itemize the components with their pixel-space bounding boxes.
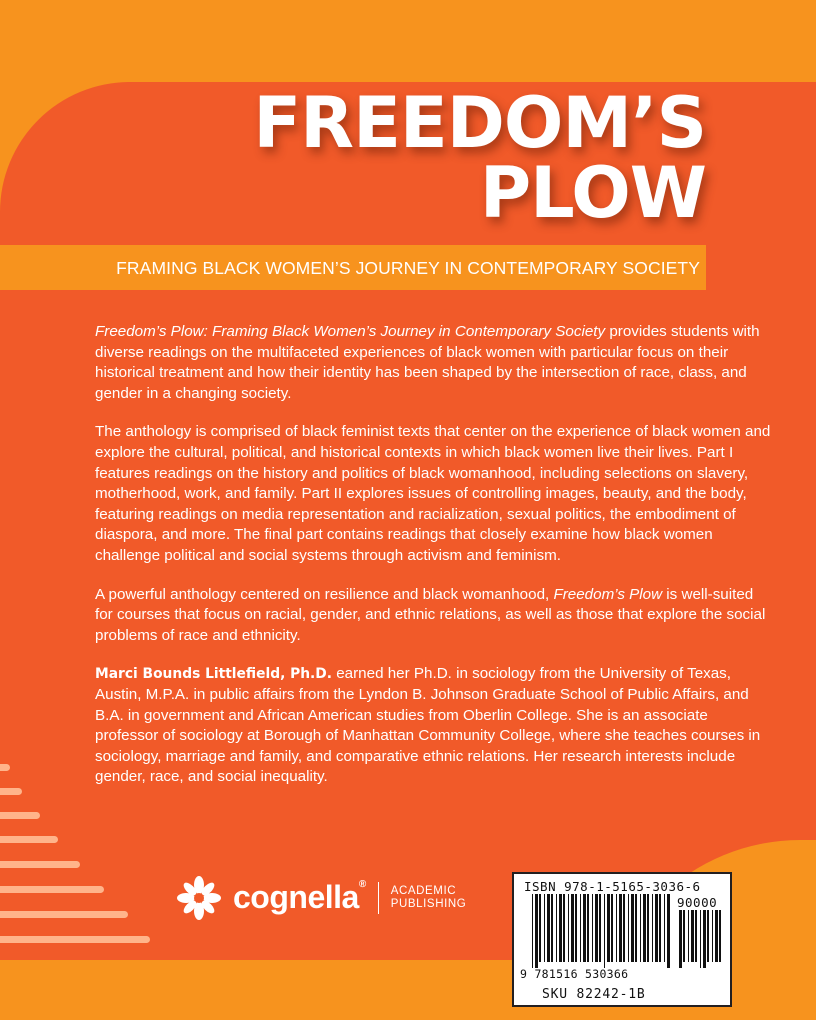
author-name: Marci Bounds Littlefield, Ph.D.: [95, 666, 332, 683]
barcode-bar: [643, 894, 646, 962]
barcode-bar: [715, 910, 718, 962]
p3-before: A powerful anthology centered on resilience and black womanhood,: [95, 585, 554, 603]
barcode-bar: [664, 894, 665, 962]
author-bio-text: earned her Ph.D. in sociology from the University of Texas, Austin, M.P.A. in public affairs from the Lyndon B. Johnson Graduate School of Public Affairs, and B.A. in government and African American studies from Oberlin College. She is an associate professor of sociology at Borough of Manhattan Community College, where she teaches courses in sociology, marriage and family, and comparative ethnic relations. Her research interests include gender, race, and social inequality.: [95, 665, 761, 786]
barcode-bar: [652, 894, 653, 962]
publisher-tagline: [391, 885, 467, 911]
barcode-bar: [619, 894, 622, 962]
addon-barcode: [679, 910, 725, 968]
barcode-bar: [595, 894, 598, 962]
barcode-bar: [556, 894, 557, 962]
barcode-bar: [691, 910, 694, 962]
barcode-bar: [580, 894, 581, 962]
barcode-bar: [535, 894, 538, 968]
barcode-bar: [539, 894, 541, 962]
barcode-bar: [547, 894, 550, 962]
barcode-bar: [712, 910, 713, 962]
barcode-bar: [707, 910, 709, 962]
logo-divider: [378, 882, 379, 914]
sku-label: SKU 82242-1B: [542, 987, 646, 1002]
barcode-bar: [571, 894, 574, 962]
barcode-bar: [559, 894, 562, 962]
book-subtitle: FRAMING BLACK WOMEN’S JOURNEY IN CONTEMPORARY SOCIETY: [116, 258, 700, 278]
cognella-flower-icon: [175, 874, 223, 922]
barcode-bar: [611, 894, 613, 962]
barcode-bar: [575, 894, 577, 962]
stripe: [0, 764, 10, 771]
barcode-addon-code: 90000: [677, 895, 718, 910]
barcode-bar: [604, 894, 605, 968]
barcode-bar: [544, 894, 545, 962]
tagline-line-2: PUBLISHING: [390, 897, 467, 910]
stripe: [0, 886, 104, 893]
p3-italic-title: Freedom’s Plow: [553, 585, 663, 603]
barcode-bar: [719, 910, 721, 962]
barcode-bar: [607, 894, 610, 962]
barcode-bar: [616, 894, 617, 962]
tagline-line-1: ACADEMIC: [390, 884, 457, 897]
ean-barcode: [532, 894, 672, 968]
barcode-bar: [655, 894, 658, 962]
barcode-bar: [695, 910, 697, 962]
description-paragraph-3: [95, 585, 775, 647]
barcode-bar: [631, 894, 634, 962]
barcode-bar: [700, 910, 701, 968]
ean-digits: 9 781516 530366: [520, 967, 629, 981]
barcode-bar: [628, 894, 629, 962]
barcode-bar: [592, 894, 593, 962]
p1-text: provides students with diverse readings on the multifaceted experiences of black women with particular focus on their historical treatment and how their identity has been shaped by the intersection of race, class, and gender in a changing society.: [95, 323, 760, 402]
stripe: [0, 861, 80, 868]
barcode-bar: [587, 894, 589, 962]
barcode-bar: [683, 910, 685, 962]
stripe: [0, 836, 58, 843]
barcode-bar: [647, 894, 649, 962]
stripe: [0, 936, 150, 943]
barcode-bar: [703, 910, 706, 968]
barcode-box: [512, 872, 732, 1007]
barcode-bar: [667, 894, 670, 968]
barcode-bar: [563, 894, 565, 962]
title-line-2: PLOW: [479, 152, 706, 234]
publisher-logo: [175, 870, 466, 925]
book-title-italic: Freedom’s Plow: Framing Black Women’s Journey in Contemporary Society: [95, 323, 606, 340]
barcode-bar: [532, 894, 533, 968]
barcode-bar: [623, 894, 625, 962]
book-title: [253, 82, 706, 234]
barcode-bar: [679, 910, 682, 968]
stripe: [0, 911, 128, 918]
author-bio: [95, 664, 775, 788]
barcode-bar: [659, 894, 661, 962]
description-paragraph-1: [95, 322, 775, 404]
publisher-name: [233, 879, 366, 916]
barcode-bar: [551, 894, 553, 962]
barcode-bar: [583, 894, 586, 962]
title-line-1: FREEDOM’S: [253, 82, 706, 164]
barcode-bar: [640, 894, 641, 962]
p3-after: is well-suited for courses that focus on racial, gender, and ethnic relations, as well as those that explore the social problems of race and ethnicity.: [95, 585, 766, 644]
description-paragraph-2: The anthology is comprised of black feminist texts that center on the experience of black women and explore the cultural, political, and historical contexts in which black women live their lives. Part I features readings on the history and politics of black womanhood, including selections on slavery, motherhood, work, and family. Part II explores issues of controlling images, beauty, and the body, featuring readings on media representation and racialization, sexual politics, the embodiment of diaspora, and more. The final part contains readings that closely examine how black women challenge political and social systems through activism and feminism.: [95, 423, 771, 564]
isbn-label: ISBN 978-1-5165-3036-6: [524, 879, 701, 894]
publisher-name-text: cognella: [233, 879, 359, 915]
barcode-bar: [688, 910, 689, 962]
barcode-bar: [599, 894, 601, 962]
registered-mark: ®: [358, 879, 366, 890]
barcode-bar: [568, 894, 569, 962]
stripe: [0, 812, 40, 819]
barcode-bar: [635, 894, 637, 962]
description-body: [95, 322, 775, 806]
stripe: [0, 788, 22, 795]
